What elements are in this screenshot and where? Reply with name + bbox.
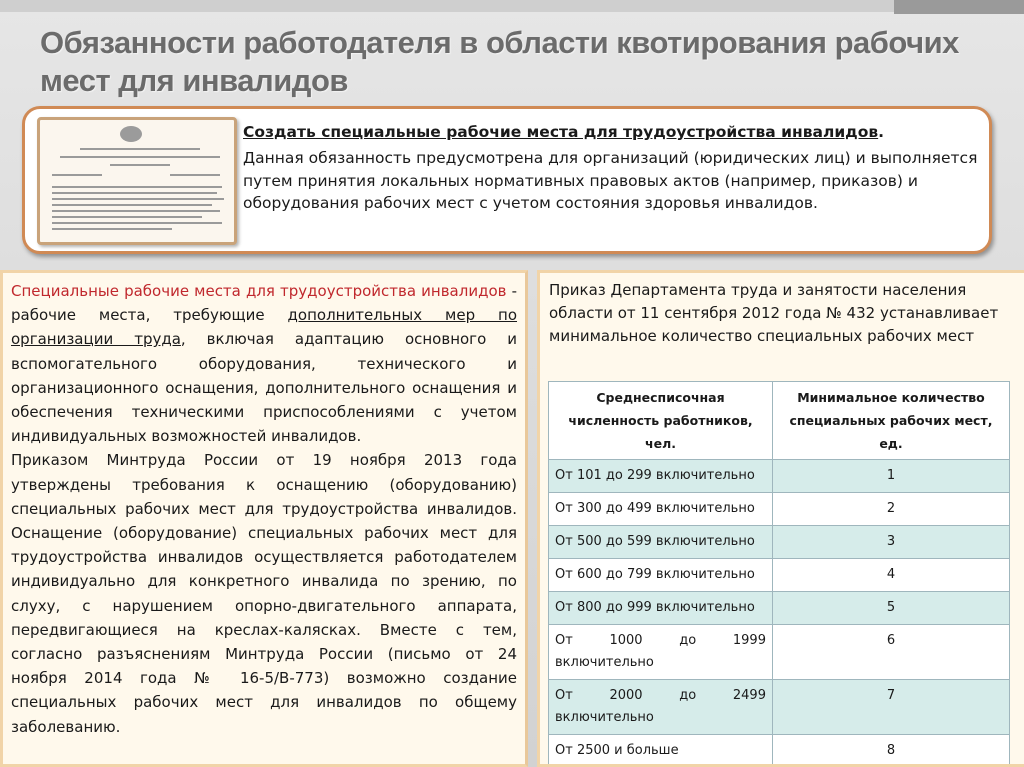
definition-rest: , включая адаптацию основного и вспомогательного оборудования, технического и организационного оснащения, дополнительного оснащения и обеспечения техническими приспособлениями с учетом индивидуальных возможностей инвалидов. xyxy=(11,330,517,446)
table-row xyxy=(549,526,1010,559)
table-row xyxy=(549,680,1010,735)
workplace-count: 5 xyxy=(773,592,1010,625)
definition-panel xyxy=(0,270,528,767)
table-row xyxy=(549,592,1010,625)
headcount-range: От 101 до 299 включительно xyxy=(549,460,773,493)
intro-heading-text: Создать специальные рабочие места для трудоустройства инвалидов xyxy=(243,123,879,141)
intro-heading xyxy=(243,121,983,143)
headcount-range xyxy=(549,680,773,735)
definition-underlined: дополнительных мер по организации труда xyxy=(11,306,518,349)
headcount-range: От 600 до 799 включительно xyxy=(549,559,773,592)
emblem-icon xyxy=(120,126,142,142)
range-tail: включительно xyxy=(555,710,654,725)
range-spread xyxy=(555,685,766,707)
headcount-range xyxy=(549,625,773,680)
table-row xyxy=(549,559,1010,592)
quota-panel xyxy=(537,270,1024,767)
headcount-range: От 2500 и больше xyxy=(549,735,773,767)
definition-term: Специальные рабочие места для трудоустройства инвалидов xyxy=(11,282,507,300)
intro-text xyxy=(243,121,983,215)
workplace-count: 4 xyxy=(773,559,1010,592)
order-document-image xyxy=(37,117,237,245)
header-headcount: Среднесписочная численность работников, чел. xyxy=(549,382,773,460)
workplace-count: 2 xyxy=(773,493,1010,526)
workplace-count: 3 xyxy=(773,526,1010,559)
header-min-workplaces: Минимальное количество специальных рабочих мест, ед. xyxy=(773,382,1010,460)
range-to: 2499 xyxy=(732,688,766,703)
definition-dash: - рабочие места, требующие xyxy=(11,282,517,325)
range-word: От xyxy=(555,688,573,703)
requirements-paragraph: Приказом Минтруда России от 19 ноября 2013 года утверждены требования к оснащению (оборудованию) специальных рабочих мест для трудоустройства инвалидов. Оснащение (оборудование) специальных рабочих мест для трудоустройства инвалидов осуществляется работодателем индивидуально для конкретного инвалида по зрению, по слуху, с нарушением опорно-двигательного аппарата, передвигающиеся на креслах-калясках. Вместе с тем, согласно разъяснениям Минтруда России (письмо от 24 ноября 2014 года № 16-5/В-773) возможно создание специальных рабочих мест для инвалидов по общему заболеванию. xyxy=(11,451,517,736)
range-tail: включительно xyxy=(555,655,654,670)
range-from: 2000 xyxy=(609,688,643,703)
range-word: до xyxy=(679,688,697,703)
intro-body: Данная обязанность предусмотрена для организаций (юридических лиц) и выполняется путем принятия локальных нормативных правовых актов (например, приказов) и оборудования рабочих мест с учетом состояния здоровья инвалидов. xyxy=(243,149,978,212)
range-word: до xyxy=(679,633,697,648)
range-from: 1000 xyxy=(609,633,643,648)
order-reference: Приказ Департамента труда и занятости населения области от 11 сентября 2012 года № 432 устанавливает минимальное количество специальных рабочих мест xyxy=(549,281,999,345)
range-to: 1999 xyxy=(732,633,766,648)
workplace-count: 7 xyxy=(773,680,1010,735)
workplace-count: 8 xyxy=(773,735,1010,767)
headcount-range: От 500 до 599 включительно xyxy=(549,526,773,559)
headcount-range: От 300 до 499 включительно xyxy=(549,493,773,526)
table-row xyxy=(549,735,1010,767)
range-spread xyxy=(555,630,766,652)
range-word: От xyxy=(555,633,573,648)
corner-bar xyxy=(894,0,1024,14)
workplace-count: 1 xyxy=(773,460,1010,493)
quota-table xyxy=(548,381,1010,767)
top-bar xyxy=(0,0,1024,12)
table-header-row xyxy=(549,382,1010,460)
table-row xyxy=(549,625,1010,680)
slide-title: Обязанности работодателя в области квотирования рабочих мест для инвалидов xyxy=(40,25,959,98)
definition-paragraph xyxy=(11,279,517,448)
table-row xyxy=(549,460,1010,493)
table-row xyxy=(549,493,1010,526)
intro-heading-suffix: . xyxy=(878,123,885,141)
intro-panel xyxy=(22,106,992,254)
workplace-count: 6 xyxy=(773,625,1010,680)
headcount-range: От 800 до 999 включительно xyxy=(549,592,773,625)
